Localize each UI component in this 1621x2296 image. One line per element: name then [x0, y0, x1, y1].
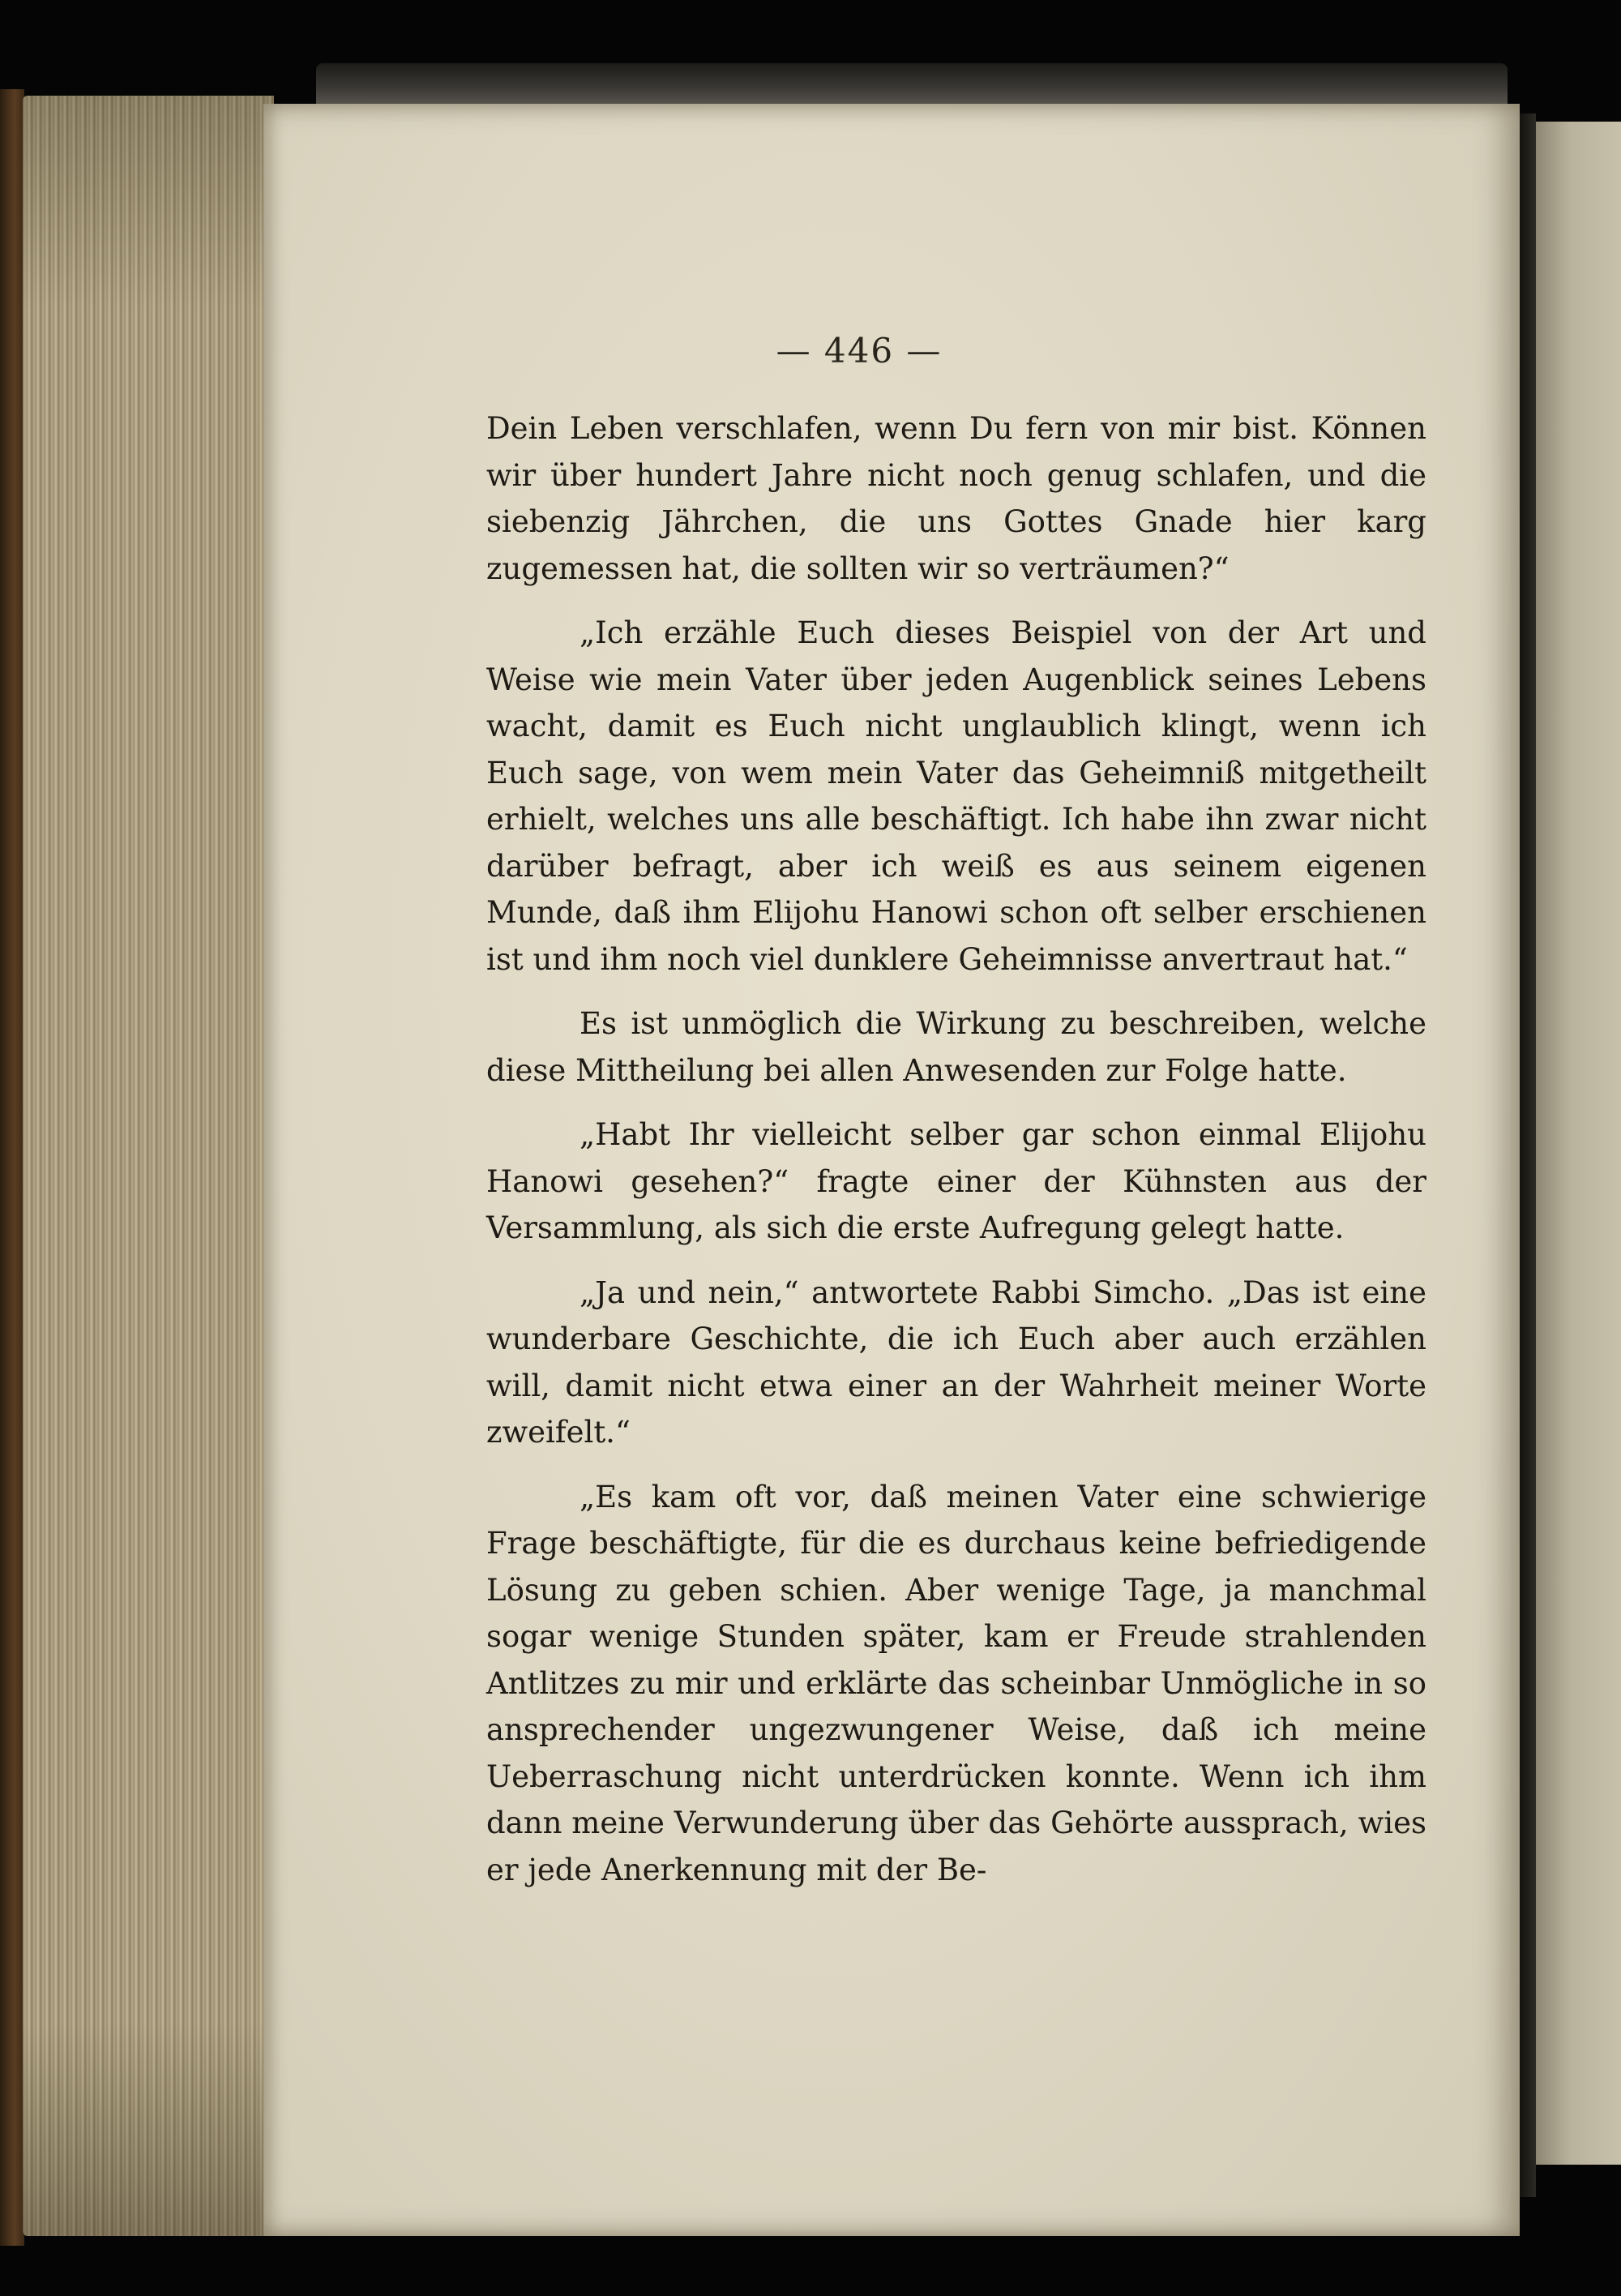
book-page: [263, 104, 1520, 2236]
page-stack-edges: [23, 96, 274, 2236]
next-page-edge: [1536, 122, 1621, 2165]
paragraph: „Ja und nein,“ antwortete Rabbi Simcho. „Das ist eine wunderbare Geschichte, die ich Euch aber auch erzählen will, damit nicht etwa einer an der Wahrheit meiner Worte zweifelt.“: [486, 1274, 1426, 1450]
page-top-damage: [316, 63, 1508, 104]
paragraph: Dein Leben verschlafen, wenn Du fern von mir bist. Können wir über hundert Jahre nicht noch genug schlafen, und die siebenzig Jährchen, die uns Gottes Gnade hier karg zugemessen hat, die sollten wir so verträumen?“: [486, 411, 1426, 586]
paragraph: „Ich erzähle Euch dieses Beispiel von der Art und Weise wie mein Vater über jeden Augenblick seines Lebens wacht, damit es Euch nicht unglaublich klingt, wenn ich Euch sage, von wem mein Vater das Geheimniß mitgetheilt erhielt, welches uns alle beschäftigt. Ich habe ihn zwar nicht darüber befragt, aber ich weiß es aus seinem eigenen Munde, daß ihm Elijohu Hanowi schon oft selber erschienen ist und ihm noch viel dunklere Geheimnisse anvertraut hat.“: [486, 615, 1426, 977]
page-text: [486, 405, 1426, 1911]
paragraph: Es ist unmöglich die Wirkung zu beschreiben, welche diese Mittheilung bei allen Anwesenden zur Folge hatte.: [486, 1006, 1426, 1088]
book-cover-edge: [0, 89, 24, 2246]
paragraph: „Es kam oft vor, daß meinen Vater eine schwierige Frage beschäftigte, für die es durchaus keine befriedigende Lösung zu geben schien. Aber wenige Tage, ja manchmal sogar wenige Stunden später, kam er Freude strahlenden Antlitzes zu mir und erklärte das scheinbar Unmögliche in so ansprechender ungezwungener Weise, daß ich meine Ueberraschung nicht unterdrücken konnte. Wenn ich ihm dann meine Verwunderung über das Gehörte aussprach, wies er jede Anerkennung mit der Be-: [486, 1479, 1426, 1887]
paragraph: „Habt Ihr vielleicht selber gar schon einmal Elijohu Hanowi gesehen?“ fragte einer der Kühnsten aus der Versammlung, als sich die erste Aufregung gelegt hatte.: [486, 1117, 1426, 1245]
page-number: — 446 —: [776, 331, 943, 371]
book-gutter: [1520, 114, 1536, 2197]
